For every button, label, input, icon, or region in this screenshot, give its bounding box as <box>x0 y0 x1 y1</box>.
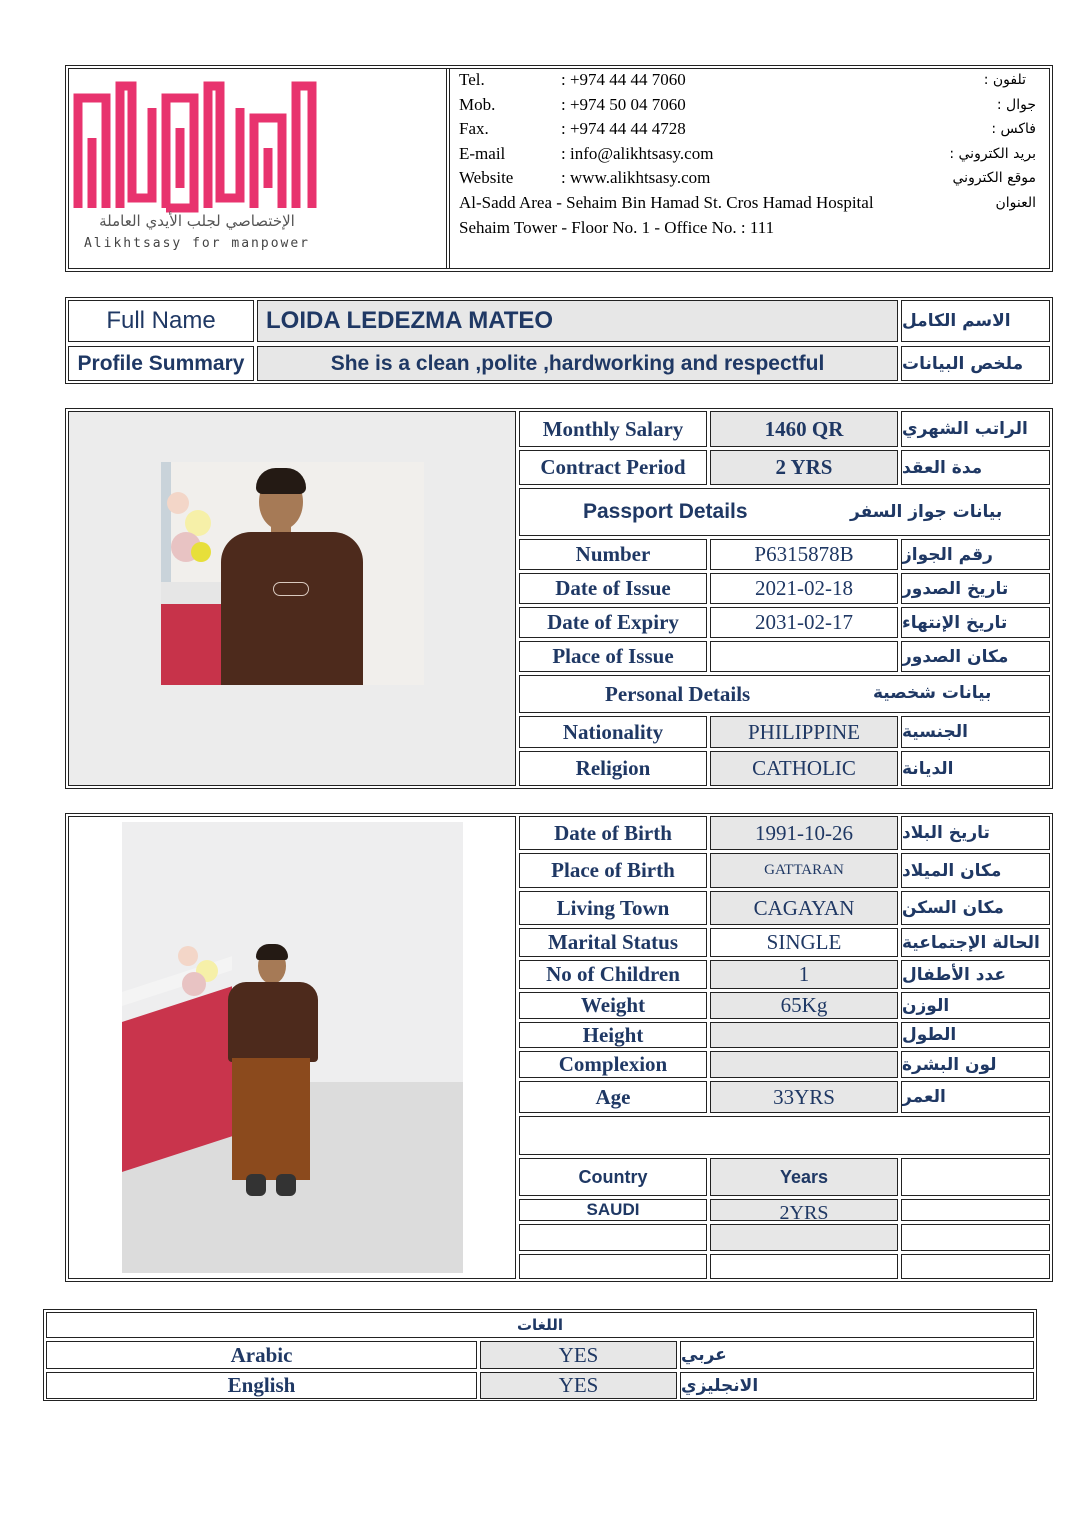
religion-label: Religion <box>519 751 707 786</box>
personal-heading: Personal Details <box>605 682 751 706</box>
place-of-birth-label-ar: مكان الميلاد <box>901 853 1050 888</box>
experience-empty-blank-1 <box>901 1224 1050 1251</box>
place-of-birth-value: GATTARAN <box>710 853 898 888</box>
passport-number-label-ar: رقم الجواز <box>901 539 1050 570</box>
experience-empty-years-1 <box>710 1224 898 1251</box>
expiry-date-value: 2031-02-17 <box>710 607 898 638</box>
mob-label: Mob. <box>459 94 496 114</box>
religion-value: CATHOLIC <box>710 751 898 786</box>
date-of-birth-value: 1991-10-26 <box>710 816 898 850</box>
issue-date-value: 2021-02-18 <box>710 573 898 604</box>
language-english-value: YES <box>480 1372 677 1399</box>
address-line-2: Sehaim Tower - Floor No. 1 - Office No. : 111 <box>459 218 775 237</box>
issue-date-label-ar: تاريخ الصدور <box>901 573 1050 604</box>
place-of-issue-label: Place of Issue <box>519 641 707 672</box>
religion-label-ar: الديانة <box>901 751 1050 786</box>
language-arabic-value: YES <box>480 1341 677 1369</box>
experience-country-cell: SAUDI <box>519 1199 707 1221</box>
nationality-value: PHILIPPINE <box>710 716 898 748</box>
complexion-value <box>710 1051 898 1078</box>
experience-years-header: Years <box>710 1158 898 1196</box>
language-english-label: English <box>46 1372 477 1399</box>
height-label-ar: الطول <box>901 1022 1050 1048</box>
height-value <box>710 1022 898 1048</box>
company-logo <box>72 78 322 258</box>
experience-empty-years-2 <box>710 1254 898 1279</box>
passport-heading-ar: بيانات جواز السفر <box>850 502 1003 522</box>
monthly-salary-label: Monthly Salary <box>519 411 707 447</box>
living-town-value: CAGAYAN <box>710 891 898 925</box>
living-town-label: Living Town <box>519 891 707 925</box>
bio-spacer-row <box>519 1116 1050 1155</box>
weight-label-ar: الوزن <box>901 992 1050 1019</box>
passport-heading: Passport Details <box>583 500 748 523</box>
experience-years-cell: 2YRS <box>710 1199 898 1221</box>
mob-label-ar: جوال : <box>996 96 1036 113</box>
tel-label: Tel. <box>459 70 485 89</box>
weight-label: Weight <box>519 992 707 1019</box>
header-divider <box>446 68 450 269</box>
nationality-label: Nationality <box>519 716 707 748</box>
tel-value: : +974 44 44 7060 <box>561 70 686 89</box>
place-of-birth-label: Place of Birth <box>519 853 707 888</box>
full-name-label: Full Name <box>68 300 254 342</box>
fax-label-ar: فاكس : <box>991 121 1036 137</box>
experience-empty-country-1 <box>519 1224 707 1251</box>
children-count-value: 1 <box>710 960 898 989</box>
portrait-photo <box>161 462 424 685</box>
email-label-ar: بريد الكتروني : <box>949 145 1036 162</box>
contact-list <box>459 68 1044 193</box>
marital-status-value: SINGLE <box>710 928 898 957</box>
email-value[interactable]: : info@alikhtsasy.com <box>561 143 714 163</box>
logo-arabic-text: الإختصاصي لجلب الأيدي العاملة <box>99 212 295 230</box>
children-count-label: No of Children <box>519 960 707 989</box>
experience-country-header: Country <box>519 1158 707 1196</box>
height-label: Height <box>519 1022 707 1048</box>
profile-summary-label-ar: ملخص البيانات <box>901 346 1050 381</box>
email-label: E-mail <box>459 143 506 163</box>
address-label-ar: العنوان <box>995 195 1036 211</box>
date-of-birth-label: Date of Birth <box>519 816 707 850</box>
monthly-salary-label-ar: الراتب الشهري <box>901 411 1050 447</box>
contract-period-label: Contract Period <box>519 450 707 485</box>
language-english-label-ar: الانجليزي <box>680 1372 1034 1399</box>
living-town-label-ar: مكان السكن <box>901 891 1050 925</box>
age-label: Age <box>519 1081 707 1113</box>
tel-label-ar: تلفون : <box>983 72 1026 88</box>
expiry-date-label: Date of Expiry <box>519 607 707 638</box>
contract-period-value: 2 YRS <box>710 450 898 485</box>
passport-number-label: Number <box>519 539 707 570</box>
full-name-value: LOIDA LEDEZMA MATEO <box>257 300 898 342</box>
full-body-photo <box>122 822 463 1273</box>
passport-number-value: P6315878B <box>710 539 898 570</box>
expiry-date-label-ar: تاريخ الإنتهاء <box>901 607 1050 638</box>
full-name-label-ar: الاسم الكامل <box>901 300 1050 342</box>
experience-row-blank <box>901 1199 1050 1221</box>
address-line-1: Al-Sadd Area - Sehaim Bin Hamad St. Cros Hamad Hospital <box>459 193 874 212</box>
monthly-salary-value: 1460 QR <box>710 411 898 447</box>
complexion-label-ar: لون البشرة <box>901 1051 1050 1078</box>
languages-heading: اللغات <box>46 1312 1034 1338</box>
issue-date-label: Date of Issue <box>519 573 707 604</box>
experience-empty-country-2 <box>519 1254 707 1279</box>
website-label-ar: موقع الكتروني <box>952 170 1036 186</box>
experience-header-blank <box>901 1158 1050 1196</box>
age-value: 33YRS <box>710 1081 898 1113</box>
nationality-label-ar: الجنسية <box>901 716 1050 748</box>
website-value[interactable]: : www.alikhtsasy.com <box>561 168 711 187</box>
place-of-issue-label-ar: مكان الصدور <box>901 641 1050 672</box>
marital-status-label: Marital Status <box>519 928 707 957</box>
date-of-birth-label-ar: تاريخ البلاد <box>901 816 1050 850</box>
profile-summary-value: She is a clean ,polite ,hardworking and respectful <box>257 346 898 381</box>
experience-empty-blank-2 <box>901 1254 1050 1279</box>
place-of-issue-value <box>710 641 898 672</box>
profile-summary-label: Profile Summary <box>68 346 254 381</box>
language-arabic-label-ar: عربي <box>680 1341 1034 1369</box>
weight-value: 65Kg <box>710 992 898 1019</box>
logo-mark-icon <box>72 78 322 218</box>
complexion-label: Complexion <box>519 1051 707 1078</box>
age-label-ar: العمر <box>901 1081 1050 1113</box>
contract-period-label-ar: مدة العقد <box>901 450 1050 485</box>
fax-value: : +974 44 44 4728 <box>561 119 686 138</box>
personal-heading-ar: بيانات شخصية <box>873 683 992 703</box>
logo-english-text: Alikhtsasy for manpower <box>83 236 310 251</box>
mob-value: : +974 50 04 7060 <box>561 94 686 114</box>
fax-label: Fax. <box>459 119 489 138</box>
marital-status-label-ar: الحالة الإجتماعية <box>901 928 1050 957</box>
website-label: Website <box>459 168 514 187</box>
language-arabic-label: Arabic <box>46 1341 477 1369</box>
children-count-label-ar: عدد الأطفال <box>901 960 1050 989</box>
